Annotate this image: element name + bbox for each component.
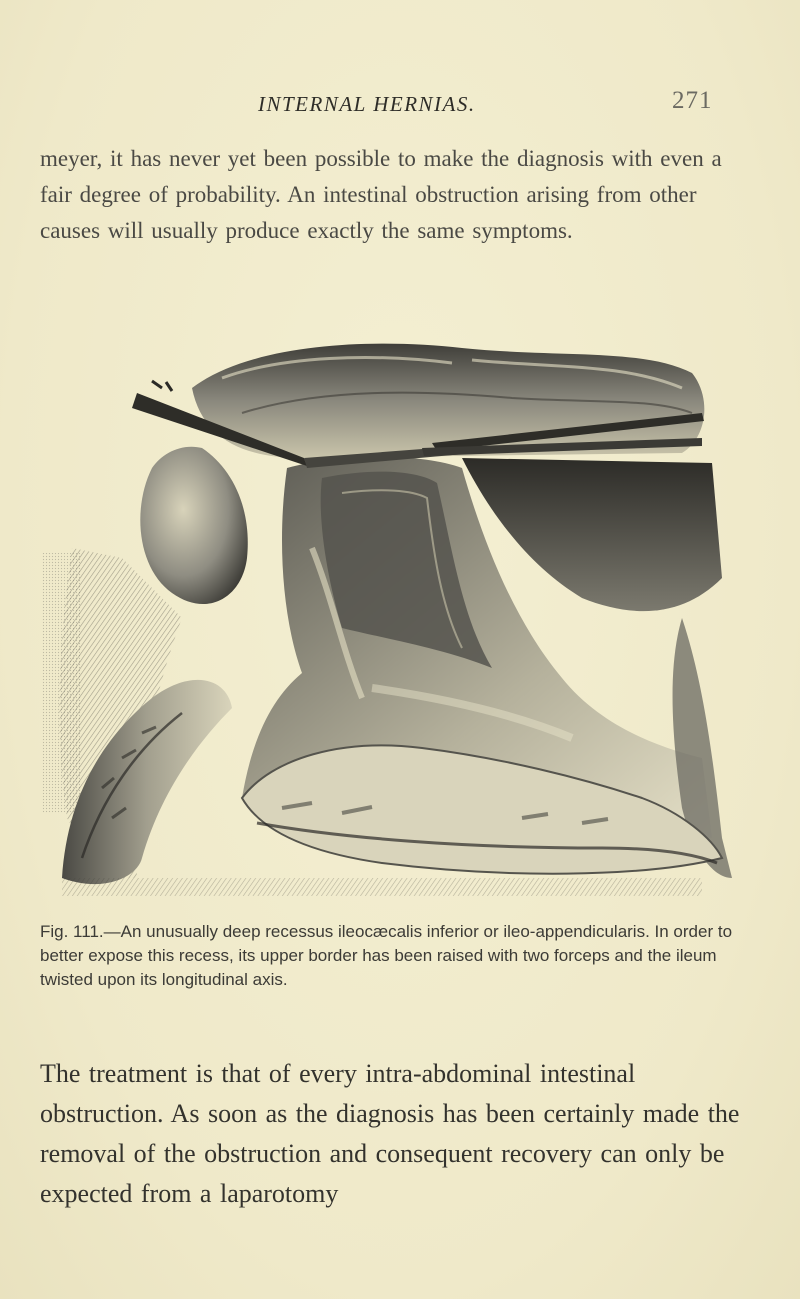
caecum [140,447,247,604]
running-title: INTERNAL HERNIAS. [258,92,476,116]
figure-label: Fig. 111. [40,922,104,941]
figure-caption [40,920,762,992]
running-head [0,87,800,122]
anatomical-illustration [42,318,732,910]
main-paragraph: The treatment is that of every intra-abdominal intestinal obstruction. As soon as the diagnosis has been certainly made the removal of the obstruction and consequent recovery can only be expected from a laparotomy [40,1059,740,1208]
intro-paragraph: meyer, it has never yet been possible to make the diagnosis with even a fair degree of probability. An intestinal obstruction arising from other causes will usually produce exactly the same symptoms. [40,146,722,243]
figure-caption-text: —An unusually deep recessus ileocæcalis inferior or ileo-appendicularis. In order to better expose this recess, its upper border has been raised with two forceps and the ileum twisted upon its longitudinal axis. [40,922,733,989]
page-number: 271 [672,87,713,114]
